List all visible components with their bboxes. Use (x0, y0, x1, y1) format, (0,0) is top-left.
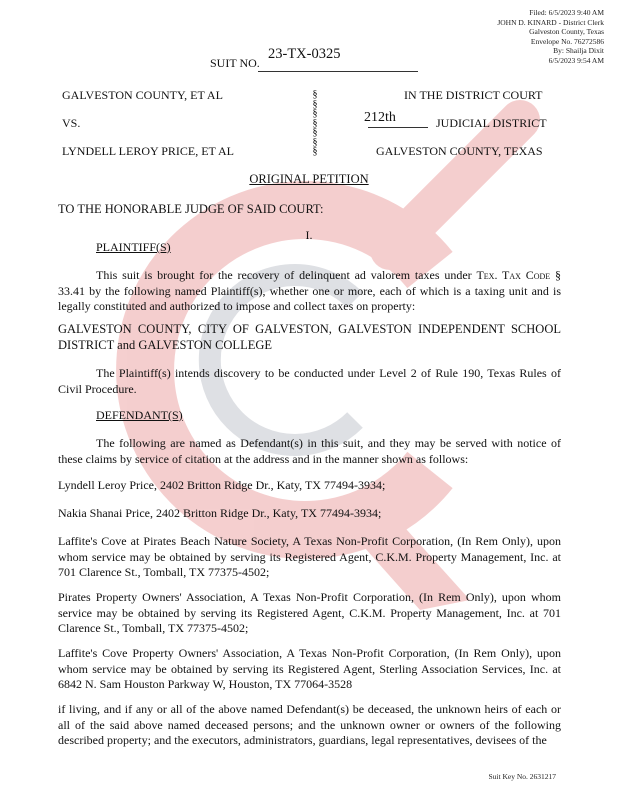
defendants-intro-paragraph: The following are named as Defendant(s) in this suit, and they may be served with notice of these claims by service of citation at the address and in the manner shown as follows: (58, 436, 561, 466)
caption-court-line2: JUDICIAL DISTRICT (436, 116, 547, 130)
defendant-item: Pirates Property Owners' Association, A Texas Non-Profit Corporation, (In Rem Only), upon whom service may be obtained by serving its Registered Agent, C.K.M. Property Management, Inc. at 701 Clarence St., Tomball, TX 77375-4502; (58, 590, 561, 635)
section-mark: § (312, 89, 318, 100)
section-mark: § (312, 146, 318, 157)
defendant-item: Nakia Shanai Price, 2402 Britton Ridge Dr., Katy, TX 77494-3934; (58, 506, 382, 520)
section-mark: § (312, 108, 318, 119)
document-title: ORIGINAL PETITION (249, 172, 369, 186)
defendant-item: Laffite's Cove at Pirates Beach Nature Society, A Texas Non-Profit Corporation, (In Rem Only), upon whom service may be obtained by serving its Registered Agent, C.K.M. Property Management, Inc. at 701 Clarence St., Tomball, TX 77375-4502; (58, 534, 561, 579)
caption-defendant: LYNDELL LEROY PRICE, ET AL (62, 144, 235, 158)
section-mark: § (312, 117, 318, 129)
plaintiff-paragraph-text-2: § 33.41 by the following named Plaintiff(s), whether one or more, each of which is a taxing unit and is legally constituted and authorized to impose and collect taxes on property: (58, 268, 561, 313)
suit-key-footer: Suit Key No. 2631217 (488, 772, 556, 781)
filed-stamp-county: Galveston County, Texas (529, 27, 604, 36)
section-marks (310, 90, 320, 157)
caption-court-line3: GALVESTON COUNTY, TEXAS (376, 144, 543, 158)
discovery-paragraph: The Plaintiff(s) intends discovery to be conducted under Level 2 of Rule 190, Texas Rules of Civil Procedure. (58, 366, 561, 396)
suit-number-label: SUIT NO. (210, 56, 260, 70)
section-mark: § (312, 136, 318, 148)
suit-number-value: 23-TX-0325 (268, 46, 341, 62)
court-number-line (368, 127, 428, 128)
unknown-heirs-paragraph: if living, and if any or all of the above named Defendant(s) be deceased, the unknown heirs of each or all of the said above named deceased persons; and the unknown owner or owners of the following described property; and the executors, administrators, guardians, legal representatives, devisees of the (58, 702, 561, 747)
salutation: TO THE HONORABLE JUDGE OF SAID COURT: (58, 202, 324, 216)
filed-stamp (497, 8, 604, 65)
caption-court-number: 212th (364, 110, 396, 125)
defendants-heading: DEFENDANT(S) (96, 408, 183, 422)
filed-stamp-clerk: JOHN D. KINARD - District Clerk (497, 17, 604, 27)
tax-code-citation: Tex. Tax Code (476, 268, 551, 282)
caption-plaintiff: GALVESTON COUNTY, ET AL (62, 88, 223, 102)
defendant-item: Lyndell Leroy Price, 2402 Britton Ridge Dr., Katy, TX 77494-3934; (58, 478, 386, 492)
filed-stamp-filed: Filed: 6/5/2023 9:40 AM (529, 8, 604, 17)
filed-stamp-envelope: Envelope No. 76272586 (530, 36, 604, 46)
caption-court-line1: IN THE DISTRICT COURT (404, 88, 543, 102)
suit-number-line (258, 71, 418, 72)
plaintiff-paragraph (58, 268, 561, 315)
section-mark: § (312, 98, 318, 110)
filed-stamp-date: 6/5/2023 9:54 AM (548, 55, 604, 65)
filed-stamp-by: By: Shailja Dixit (553, 46, 604, 55)
defendant-item: Laffite's Cove Property Owners' Association, A Texas Non-Profit Corporation, (In Rem Only), upon whom service may be obtained by serving its Registered Agent, Sterling Association Services, Inc. at 6842 N. Sam Houston Parkway W, Houston, TX 77064-3528 (58, 646, 561, 691)
caption-vs: VS. (62, 116, 81, 130)
plaintiff-names: GALVESTON COUNTY, CITY OF GALVESTON, GALVESTON INDEPENDENT SCHOOL DISTRICT and GALVESTON COLLEGE (58, 322, 561, 352)
plaintiff-paragraph-text: This suit is brought for the recovery of delinquent ad valorem taxes under (96, 268, 477, 282)
plaintiffs-heading: PLAINTIFF(S) (96, 240, 171, 254)
section-number: I. (305, 228, 313, 242)
section-mark: § (312, 127, 318, 138)
